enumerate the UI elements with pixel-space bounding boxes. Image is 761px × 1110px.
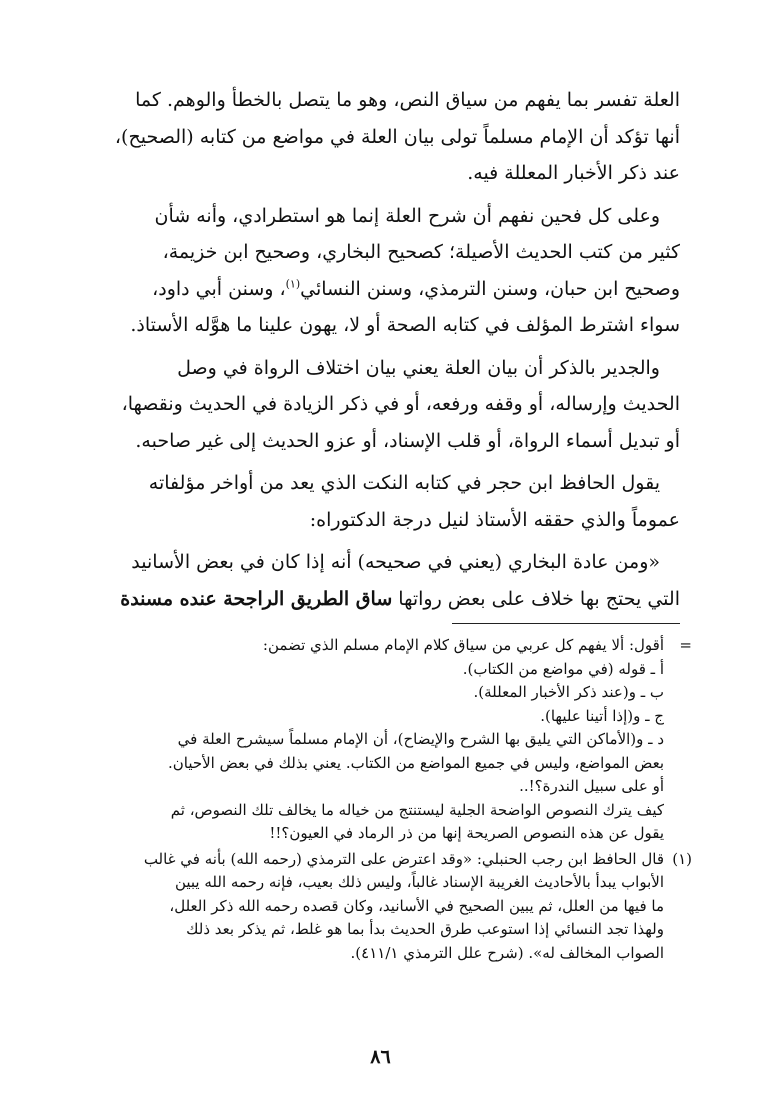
text-segment: التي يحتج بها خلاف على بعض رواتها	[392, 587, 680, 610]
text-segment: ، وسنن أبي داود،	[152, 277, 286, 300]
footnote-lines	[72, 634, 664, 846]
paragraph-4	[88, 465, 680, 538]
text-line: العلة تفسر بما يفهم من سياق النص، وهو ما يتصل بالخطأ والوهم. كما	[135, 89, 680, 111]
text-line: عند ذكر الأخبار المعللة فيه.	[467, 162, 680, 184]
footnote-marker: (١)	[672, 849, 692, 868]
text-line: وعلى كل فحين نفهم أن شرح العلة إنما هو استطرادي، وأنه شأن	[154, 204, 660, 227]
footnote-line: أ ـ قوله (في مواضع من الكتاب).	[462, 659, 664, 678]
footnote-line: أقول: ألا يفهم كل عربي من سياق كلام الإمام مسلم الذي تضمن:	[262, 636, 664, 654]
text-line: أنها تؤكد أن الإمام مسلماً تولى بيان العلة في مواضع من كتابه (الصحيح)،	[114, 125, 680, 148]
footnote-lines	[72, 848, 664, 966]
footnote-line: ب ـ و(عند ذكر الأخبار المعللة).	[473, 683, 664, 701]
footnote-continuation	[72, 634, 692, 846]
paragraph-2	[88, 198, 680, 344]
footnote-line: قال الحافظ ابن رجب الحنبلي: «وقد اعترض على الترمذي (رحمه الله) بأنه في غالب	[143, 849, 664, 868]
footnote-line: د ـ و(الأماكن التي يليق بها الشرح والإيضاح)، أن الإمام مسلماً سيشرح العلة في	[177, 730, 664, 748]
footnote-line: ما فيها من العلل، ثم يبين الصحيح في الأسانيد، وكان قصده رحمه الله ذكر العلل،	[169, 896, 664, 915]
footnote-reference[interactable]: (١)	[285, 277, 301, 291]
text-line: والجدير بالذكر أن بيان العلة يعني بيان اختلاف الرواة في وصل	[177, 356, 660, 379]
footnote-line: ج ـ و(إذا أتينا عليها).	[540, 706, 664, 725]
footnote-marker: =	[679, 636, 692, 654]
footnote-line: ولهذا تجد النسائي إذا استوعب طرق الحديث بدأ بما هو غلط، ثم يذكر بعد ذلك	[186, 920, 664, 938]
text-line: «ومن عادة البخاري (يعني في صحيحه) أنه إذا كان في بعض الأسانيد	[131, 551, 660, 573]
text-line	[88, 271, 680, 308]
footnote-separator	[452, 623, 680, 624]
text-line: يقول الحافظ ابن حجر في كتابه النكت الذي يعد من أواخر مؤلفاته	[148, 472, 660, 494]
footnote-line: كيف يترك النصوص الواضحة الجلية ليستنتج من خياله ما يخالف تلك النصوص، ثم	[170, 800, 664, 819]
paragraph-1	[88, 82, 680, 192]
footnote-line: الأبواب يبدأ بالأحاديث الغريبة الإسناد غالباً، وليس ذلك بعيب، فإنه رحمه الله يبين	[174, 873, 664, 891]
page-number: ٨٦	[370, 1046, 391, 1068]
text-line: عموماً والذي حققه الأستاذ لنيل درجة الدكتوراه:	[309, 508, 680, 531]
footnote-line: بعض المواضع، وليس في جميع المواضع من الكتاب. يعني بذلك في بعض الأحيان.	[167, 753, 664, 772]
paragraph-3	[88, 350, 680, 460]
footnote-line: أو على سبيل الندرة؟!..	[519, 777, 664, 795]
page-body	[88, 82, 680, 623]
footnote-1	[72, 848, 692, 966]
text-line: الحديث وإرساله، أو وقفه ورفعه، أو في ذكر الزيادة في الحديث ونقصها،	[121, 393, 680, 415]
text-segment: وصحيح ابن حبان، وسنن الترمذي، وسنن النسائي	[300, 277, 680, 300]
paragraph-5-quote	[88, 544, 680, 617]
footnote-line: الصواب المخالف له». (شرح علل الترمذي ٤١١/١).	[350, 943, 664, 962]
main-text	[88, 82, 680, 617]
bold-text-segment: ساق الطريق الراجحة عنده مسندة	[120, 587, 393, 610]
footnotes	[72, 634, 692, 967]
text-line	[88, 581, 680, 618]
footnote-line: يقول عن هذه النصوص الصريحة إنها من ذر الرماد في العيون؟!!	[269, 824, 664, 842]
text-line: سواء اشترط المؤلف في كتابه الصحة أو لا، يهون علينا ما هوَّله الأستاذ.	[130, 314, 680, 336]
text-line: أو تبديل أسماء الرواة، أو قلب الإسناد، أو عزو الحديث إلى غير صاحبه.	[135, 429, 680, 452]
text-line: كثير من كتب الحديث الأصيلة؛ كصحيح البخاري، وصحيح ابن خزيمة،	[162, 241, 680, 263]
